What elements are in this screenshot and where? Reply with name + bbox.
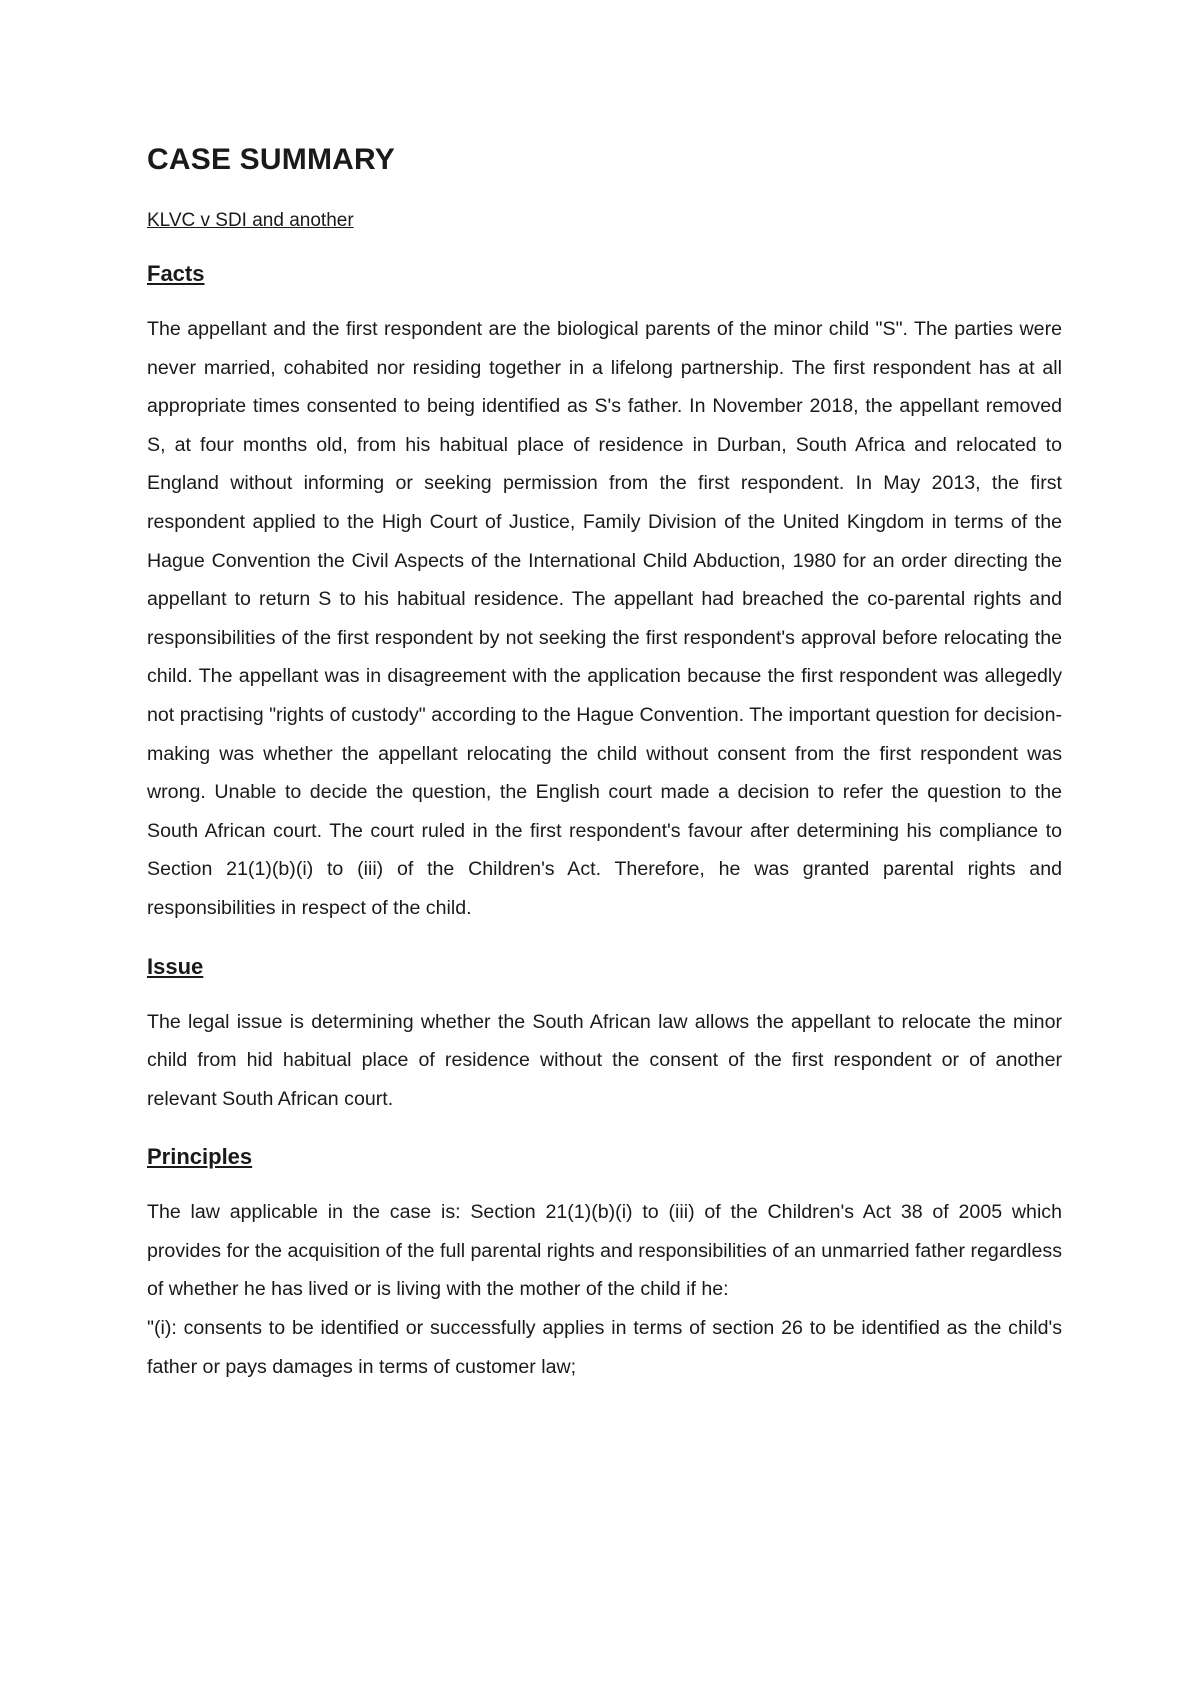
facts-heading: Facts xyxy=(147,261,205,286)
facts-paragraph: The appellant and the first respondent are the biological parents of the minor child "S". The parties were never married, cohabited nor residing together in a lifelong partnership. The first respondent has at all appropriate times consented to being identified as S's father. In November 2018, the appellant removed S, at four months old, from his habitual place of residence in Durban, South Africa and relocated to England without informing or seeking permission from the first respondent. In May 2013, the first respondent applied to the High Court of Justice, Family Division of the United Kingdom in terms of the Hague Convention the Civil Aspects of the International Child Abduction, 1980 for an order directing the appellant to return S to his habitual residence. The appellant had breached the co-parental rights and responsibilities of the first respondent by not seeking the first respondent's approval before relocating the child. The appellant was in disagreement with the application because the first respondent was allegedly not practising "rights of custody" according to the Hague Convention. The important question for decision-making was whether the appellant relocating the child without consent from the first respondent was wrong. Unable to decide the question, the English court made a decision to refer the question to the South African court. The court ruled in the first respondent's favour after determining his compliance to Section 21(1)(b)(i) to (iii) of the Children's Act. Therefore, he was granted parental rights and responsibilities in respect of the child. xyxy=(147,318,1062,919)
principles-heading: Principles xyxy=(147,1144,253,1170)
issue-paragraph: The legal issue is determining whether the South African law allows the appellant to relocate the minor child from hid habitual place of residence without the consent of the first respondent or of another relevant South African court. xyxy=(147,1010,1062,1110)
principles-quote: "(i): consents to be identified or successfully applies in terms of section 26 to be identified as the child's father or pays damages in terms of customer law; xyxy=(147,1317,1062,1378)
document-title: CASE SUMMARY xyxy=(147,143,395,176)
case-name: KLVC v SDI and another xyxy=(147,210,354,231)
principles-paragraph: The law applicable in the case is: Section 21(1)(b)(i) to (iii) of the Children's Act 38 of 2005 which provides for the acquisition of the full parental rights and responsibilities of an unmarried father regardless of whether he has lived or is living with the mother of the child if he: xyxy=(147,1201,1062,1301)
issue-heading: Issue xyxy=(147,953,204,979)
document-page xyxy=(147,140,1062,1386)
